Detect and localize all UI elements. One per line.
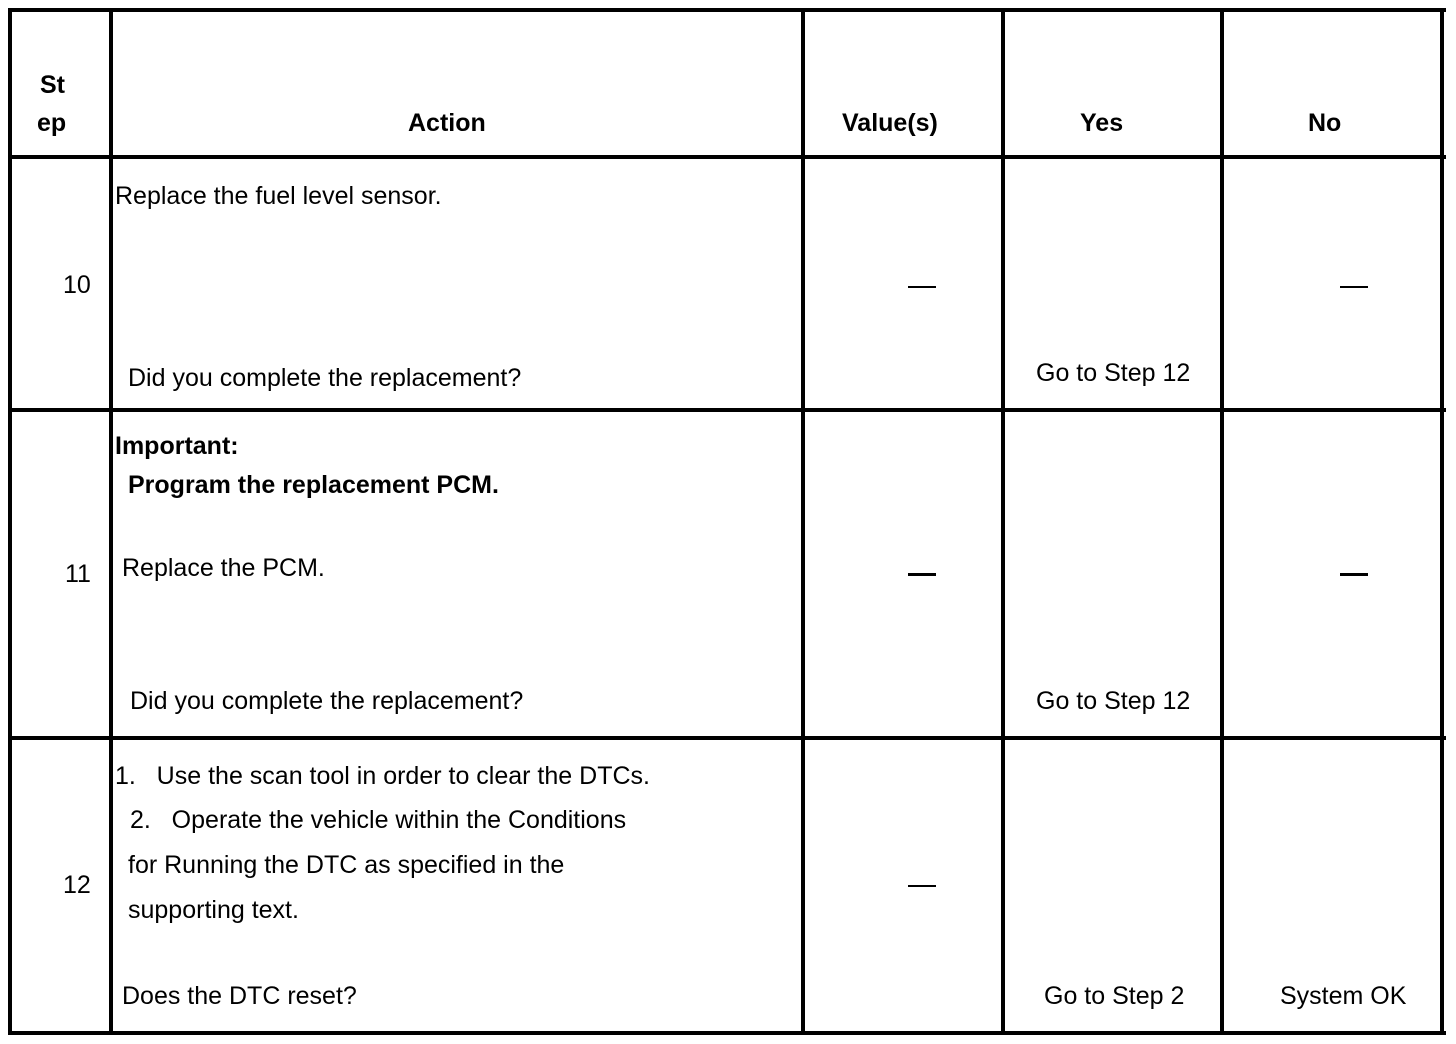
important-text: Program the replacement PCM. xyxy=(128,471,499,499)
header-step-line1: St xyxy=(40,71,65,99)
yes-result: Go to Step 12 xyxy=(1036,359,1191,387)
important-label: Important: xyxy=(115,432,239,460)
no-dash xyxy=(1340,573,1368,576)
value-dash xyxy=(908,573,936,576)
col-divider-action xyxy=(801,10,805,1034)
table-border-right xyxy=(1440,10,1444,1034)
header-divider xyxy=(8,155,1446,159)
action-step-2-cont2: supporting text. xyxy=(128,896,299,924)
col-divider-yes xyxy=(1220,10,1224,1034)
step-number: 11 xyxy=(65,560,91,588)
header-action: Action xyxy=(408,109,486,137)
action-question: Did you complete the replacement? xyxy=(128,364,522,392)
value-dash xyxy=(908,885,936,887)
row-divider-10 xyxy=(8,408,1446,412)
col-divider-step xyxy=(109,10,113,1034)
step-number: 10 xyxy=(63,271,91,299)
header-values: Value(s) xyxy=(842,109,938,137)
header-yes: Yes xyxy=(1080,109,1124,137)
table-border-top xyxy=(8,8,1446,12)
no-result: System OK xyxy=(1280,982,1407,1010)
col-divider-values xyxy=(1001,10,1005,1034)
action-text: Replace the PCM. xyxy=(122,554,325,582)
step-number: 12 xyxy=(63,871,91,899)
value-dash xyxy=(908,286,936,288)
action-step-2: 2. Operate the vehicle within the Conditions xyxy=(130,806,627,834)
header-step-line2: ep xyxy=(37,109,67,137)
action-step-2-cont: for Running the DTC as specified in the xyxy=(128,851,565,879)
yes-result: Go to Step 12 xyxy=(1036,687,1191,715)
no-dash xyxy=(1340,286,1368,288)
header-no: No xyxy=(1308,109,1342,137)
table-border-left xyxy=(8,10,12,1034)
action-step-1: 1. Use the scan tool in order to clear the DTCs. xyxy=(115,762,650,790)
yes-result: Go to Step 2 xyxy=(1044,982,1185,1010)
table-border-bottom xyxy=(8,1031,1446,1035)
row-divider-11 xyxy=(8,736,1446,740)
action-question: Did you complete the replacement? xyxy=(130,687,524,715)
action-text: Replace the fuel level sensor. xyxy=(115,182,442,210)
action-question: Does the DTC reset? xyxy=(122,982,357,1010)
